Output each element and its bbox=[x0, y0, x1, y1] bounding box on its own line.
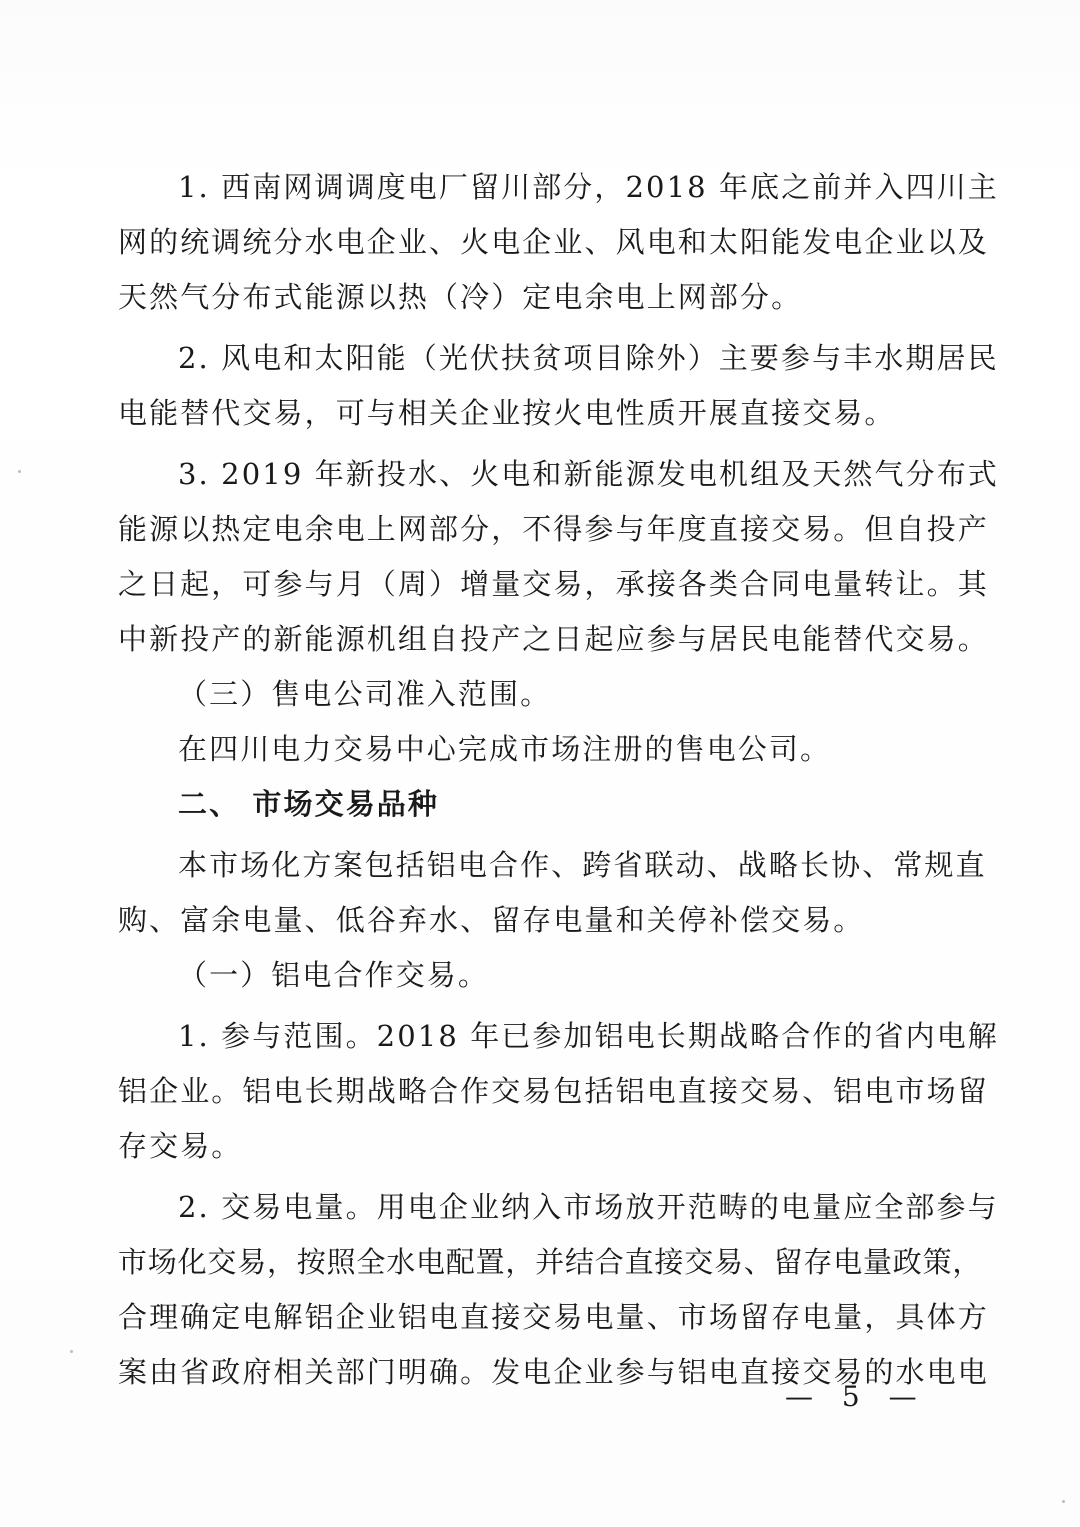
paragraph-line: 网的统调统分水电企业、火电企业、风电和太阳能发电企业以及 bbox=[118, 225, 989, 259]
subsection-heading: （三）售电公司准入范围。 bbox=[178, 677, 552, 711]
paragraph-line: 案由省政府相关部门明确。发电企业参与铝电直接交易的水电电 bbox=[118, 1355, 989, 1389]
paragraph-line: 之日起，可参与月（周）增量交易，承接各类合同电量转让。其 bbox=[118, 567, 989, 601]
paragraph-line: 本市场化方案包括铝电合作、跨省联动、战略长协、常规直 bbox=[178, 848, 987, 882]
paragraph-line: 在四川电力交易中心完成市场注册的售电公司。 bbox=[178, 732, 832, 766]
paragraph-line: 1. 西南网调调度电厂留川部分，2018 年底之前并入四川主 bbox=[178, 170, 999, 204]
paragraph-line: 购、富余电量、低谷弃水、留存电量和关停补偿交易。 bbox=[118, 903, 865, 937]
scan-speck bbox=[18, 470, 21, 473]
paragraph-line: 存交易。 bbox=[118, 1129, 243, 1163]
paragraph-line: 中新投产的新能源机组自投产之日起应参与居民电能替代交易。 bbox=[118, 622, 989, 656]
paragraph-line: 2. 风电和太阳能（光伏扶贫项目除外）主要参与丰水期居民 bbox=[178, 341, 999, 375]
paragraph-line: 铝企业。铝电长期战略合作交易包括铝电直接交易、铝电市场留 bbox=[118, 1074, 989, 1108]
paragraph-line: 2. 交易电量。用电企业纳入市场放开范畴的电量应全部参与 bbox=[178, 1190, 999, 1224]
scan-speck bbox=[1062, 1500, 1065, 1503]
body-text bbox=[118, 160, 999, 1400]
section-heading: 二、 市场交易品种 bbox=[178, 787, 439, 821]
paragraph-line: 3. 2019 年新投水、火电和新能源发电机组及天然气分布式 bbox=[178, 457, 999, 491]
scan-speck bbox=[70, 1350, 73, 1353]
paragraph-line: 能源以热定电余电上网部分，不得参与年度直接交易。但自投产 bbox=[118, 512, 989, 546]
paragraph-line: 合理确定电解铝企业铝电直接交易电量、市场留存电量，具体方 bbox=[118, 1300, 989, 1334]
paragraph-line: 天然气分布式能源以热（冷）定电余电上网部分。 bbox=[118, 280, 803, 314]
paragraph-line: 1. 参与范围。2018 年已参加铝电长期战略合作的省内电解 bbox=[178, 1019, 999, 1053]
subsection-heading: （一）铝电合作交易。 bbox=[178, 958, 490, 992]
paragraph-line: 电能替代交易，可与相关企业按火电性质开展直接交易。 bbox=[118, 396, 896, 430]
paragraph-line: 市场化交易，按照全水电配置，并结合直接交易、留存电量政策， bbox=[118, 1245, 983, 1279]
page-number: — 5 — bbox=[785, 1380, 927, 1413]
